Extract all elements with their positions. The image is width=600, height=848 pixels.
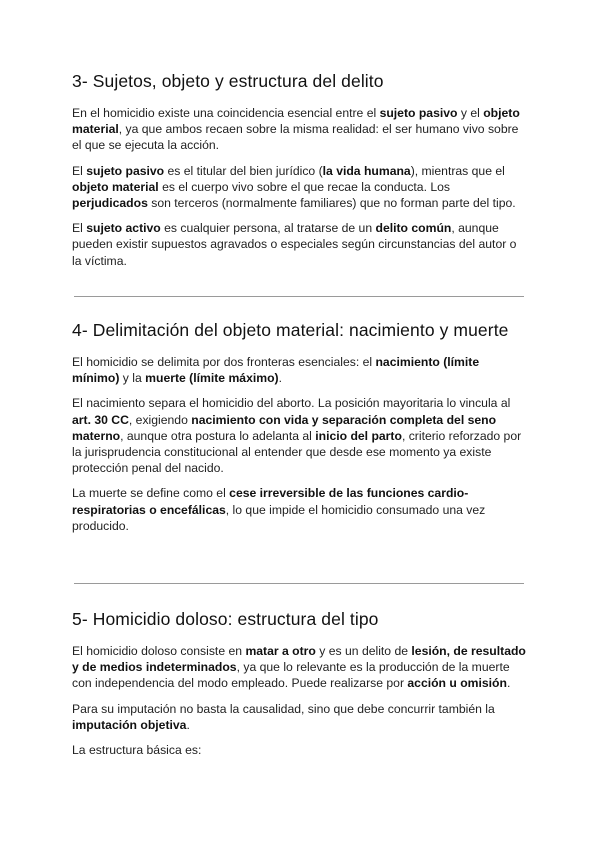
bold-term: matar a otro [245, 644, 316, 658]
section-heading: 5- Homicidio doloso: estructura del tipo [72, 609, 379, 629]
text-run: . [506, 676, 511, 691]
text-run: son terceros (normalmente familiares) que no forman parte del tipo. [147, 196, 516, 211]
section-4 [72, 317, 528, 534]
bold-term: sujeto pasivo [86, 163, 165, 178]
bold-term: acción u omisión [407, 676, 507, 691]
bold-term: muerte (límite máximo) [145, 371, 279, 386]
paragraph [72, 701, 528, 733]
paragraph [72, 220, 528, 269]
paragraph [72, 485, 528, 534]
paragraph [72, 643, 528, 692]
text-run: y es un delito de [315, 644, 412, 658]
text-run: , lo que impide el homicidio consumado una vez producido. [72, 502, 486, 533]
text-run: ), mientras que el [410, 163, 505, 178]
bold-term: nacimiento (límite mínimo) [72, 355, 480, 386]
bold-term: la vida humana [322, 163, 411, 178]
text-run: . [186, 717, 190, 732]
section-heading: 4- Delimitación del objeto material: nacimiento y muerte [72, 320, 509, 340]
section-divider [74, 296, 524, 297]
text-run: , aunque otra postura lo adelanta al [120, 428, 316, 443]
text-run: , exigiendo [128, 412, 192, 427]
bold-term: cese irreversible de las funciones cardio-respiratorias o encefálicas [72, 486, 469, 517]
text-run: , criterio reforzado por la jurisprudencia constitucional al entender que desde ese momento ya existe protección penal del nacido. [72, 428, 522, 476]
text-run: La muerte se define como el [72, 486, 230, 501]
text-run: y la [119, 371, 146, 386]
bold-term: imputación objetiva [72, 717, 187, 732]
bold-term: objeto material [72, 106, 520, 137]
bold-term: nacimiento con vida y separación completa del seno materno [72, 412, 497, 443]
bold-term: lesión, de resultado y de medios indeterminados [72, 644, 526, 675]
text-run: y el [457, 106, 484, 120]
text-run: es cualquier persona, al tratarse de un [160, 221, 376, 236]
bold-term: objeto material [72, 179, 159, 194]
text-run: Para su imputación no basta la causalidad, sino que debe concurrir también la [72, 701, 495, 716]
bold-term: perjudicados [72, 196, 148, 211]
text-run: En el homicidio existe una coincidencia esencial entre el [72, 106, 380, 120]
section-divider [74, 583, 524, 584]
text-run: El homicidio se delimita por dos fronteras esenciales: el [72, 355, 376, 369]
text-run: El homicidio doloso consiste en [72, 644, 246, 658]
bold-term: sujeto activo [86, 221, 161, 236]
text-run: es el titular del bien jurídico ( [164, 163, 323, 178]
text-run: , aunque pueden existir supuestos agravados o especiales según circunstancias del autor o la víctima. [72, 221, 517, 268]
bold-term: delito común [375, 221, 452, 236]
text-run: El [72, 163, 87, 178]
text-run: , ya que ambos recaen sobre la misma realidad: el ser humano vivo sobre el que se ejecuta la acción. [72, 122, 519, 153]
paragraph [72, 105, 528, 154]
section-5 [72, 606, 528, 758]
bold-term: sujeto pasivo [379, 106, 458, 120]
text-run: , ya que lo relevante es la producción de la muerte con independencia del modo empleado. Puede realizarse por [72, 660, 510, 691]
paragraph [72, 395, 528, 476]
paragraph [72, 354, 528, 386]
text-run: . [278, 371, 282, 386]
bold-term: inicio del parto [315, 428, 402, 443]
section-heading: 3- Sujetos, objeto y estructura del delito [72, 71, 384, 91]
text-run: es el cuerpo vivo sobre el que recae la conducta. Los [158, 179, 451, 194]
section-3 [72, 68, 528, 269]
paragraph [72, 742, 528, 758]
text-run: El [72, 221, 87, 236]
bold-term: art. 30 CC [72, 412, 129, 427]
paragraph [72, 163, 528, 212]
text-run: El nacimiento separa el homicidio del aborto. La posición mayoritaria lo vincula al [72, 396, 511, 411]
text-run: La estructura básica es: [72, 743, 202, 758]
